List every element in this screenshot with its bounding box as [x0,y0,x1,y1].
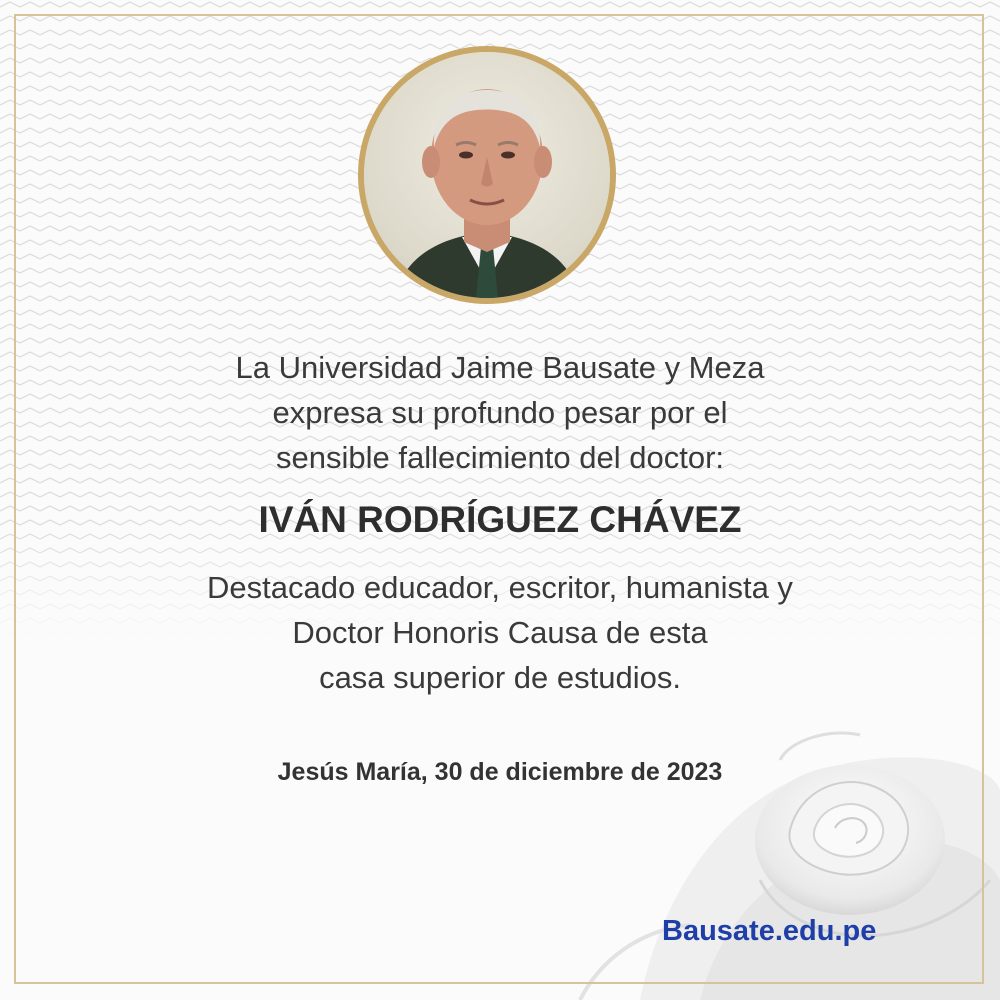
website-link[interactable]: Bausate.edu.pe [662,915,877,947]
place-date: Jesús María, 30 de diciembre de 2023 [277,758,723,786]
portrait-ring [358,46,616,304]
portrait-photo [364,52,610,298]
description-line: casa superior de estudios. [319,660,681,695]
portrait-icon [364,52,610,298]
description-line: Doctor Honoris Causa de esta [292,615,708,650]
deceased-name: IVÁN RODRÍGUEZ CHÁVEZ [258,499,742,540]
intro-line: La Universidad Jaime Bausate y Meza [235,350,765,385]
description-line: Destacado educador, escritor, humanista y [207,570,793,605]
intro-message [100,345,900,480]
intro-line: sensible fallecimiento del doctor: [275,440,725,475]
intro-line: expresa su profundo pesar por el [272,395,728,430]
description [100,565,900,700]
